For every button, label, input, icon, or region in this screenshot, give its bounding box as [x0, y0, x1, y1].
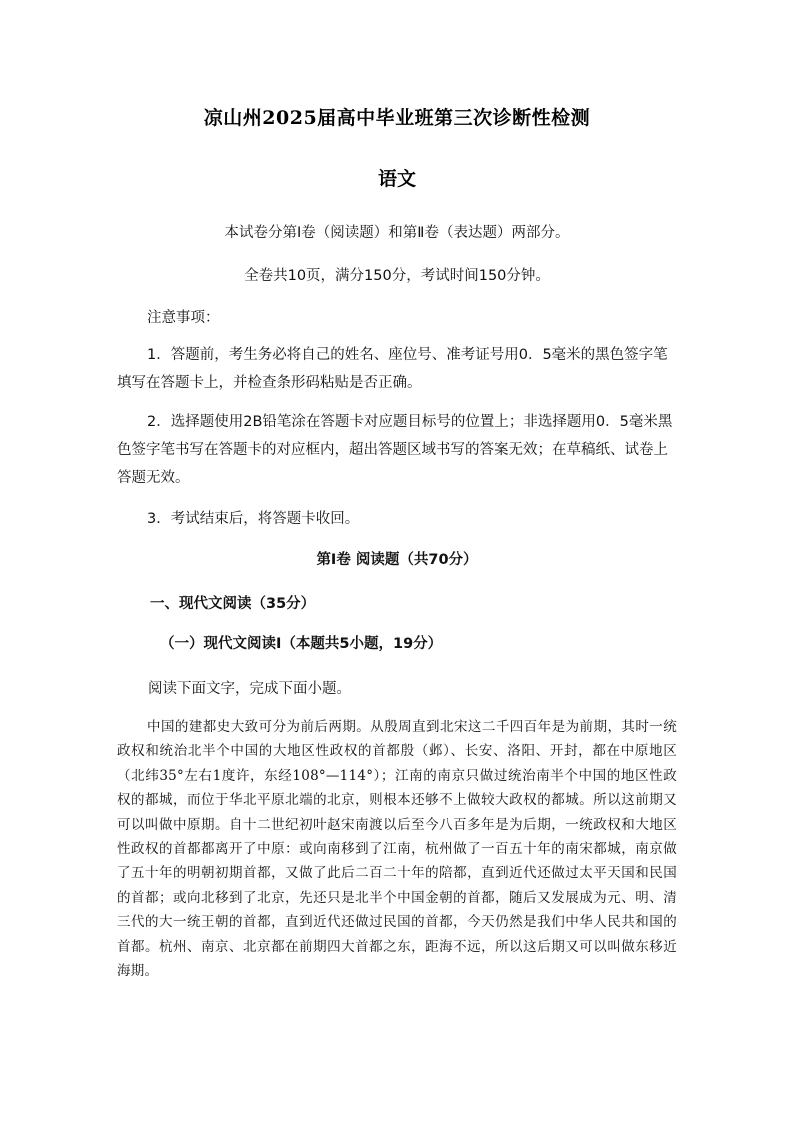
notice-heading: 注意事项： — [147, 310, 220, 326]
notice-item: 3．考试结束后，将答题卡收回。 — [147, 511, 360, 527]
exam-title: 凉山州2025届高中毕业班第三次诊断性检测 — [203, 107, 591, 129]
subject-title: 语文 — [377, 168, 416, 190]
sub-heading: （一）现代文阅读Ⅰ（本题共5小题，19分） — [160, 636, 443, 652]
section-heading: 第Ⅰ卷 阅读题（共70分） — [316, 552, 478, 568]
notice-item: 1．答题前，考生务必将自己的姓名、座位号、准考证号用0．5毫米的黑色签字笔填写在答题卡上，并检查条形码粘贴是否正确。 — [117, 347, 668, 391]
exam-duration-note: 全卷共10页，满分150分，考试时间150分钟。 — [244, 268, 550, 284]
exam-structure-note: 本试卷分第Ⅰ卷（阅读题）和第Ⅱ卷（表达题）两部分。 — [224, 225, 570, 241]
notice-item: 2．选择题使用2B铅笔涂在答题卡对应题目标号的位置上；非选择题用0．5毫米黑色签字笔书写在答题卡的对应框内，超出答题区域书写的答案无效；在草稿纸、试卷上答题无效。 — [117, 414, 673, 486]
reading-instruction: 阅读下面文字，完成下面小题。 — [148, 681, 351, 697]
part-heading: 一、现代文阅读（35分） — [150, 596, 316, 612]
reading-passage: 中国的建都史大致可分为前后两期。从殷周直到北宋这二千四百年是为前期，其时一统政权和统治北半个中国的大地区性政权的首都殷（邺）、长安、洛阳、开封，都在中原地区（北纬35°左右1度许，东经108°—114°）；江南的南京只做过统治南半个中国的地区性政权的都城，而位于华北平原北端的北京，则根本还够不上做较大政权的都城。所以这前期又可以叫做中原期。自十二世纪初叶赵宋南渡以后至今八百多年是为后期，一统政权和大地区性政权的首都都离开了中原：或向南移到了江南，杭州做了一百五十年的南宋都城，南京做了五十年的明朝初期首都，又做了此后二百二十年的陪都，直到近代还做过太平天国和民国的首都；或向北移到了北京，先还只是北半个中国金朝的首都，随后又发展成为元、明、清三代的大一统王朝的首都，直到近代还做过民国的首都，今天仍然是我们中华人民共和国的首都。杭州、南京、北京都在前期四大首都之东，距海不远，所以这后期又可以叫做东移近海期。 — [117, 719, 677, 980]
